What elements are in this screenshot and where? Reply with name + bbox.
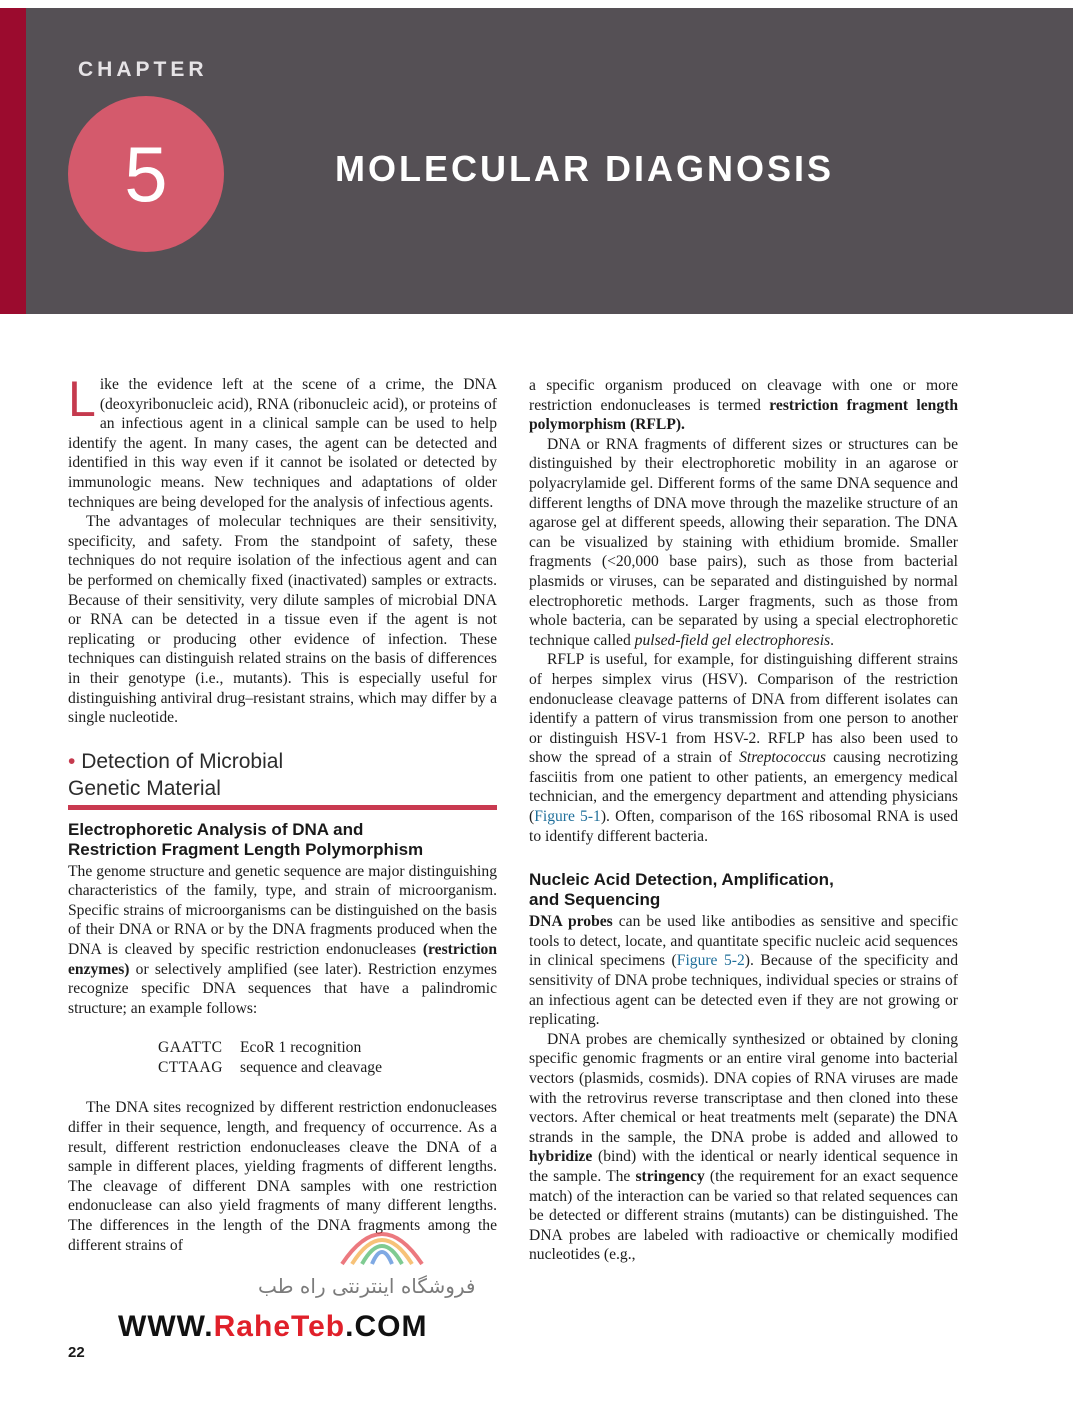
intro-paragraph: Like the evidence left at the scene of a crime, the DNA (deoxyribonucleic acid), RNA (ribonucleic acid), or proteins of an infectious agent in a clinical sample can be used to help identify the agent. In many cases, the agent can be detected and identified in this way even if it cannot be isolated or detected by immunologic means. New techniques and adaptations of older techniques are being developed for the analysis of infectious agents.	[68, 371, 497, 511]
subsection-heading-nucleic-acid: Nucleic Acid Detection, Amplification, and Sequencing	[529, 870, 834, 910]
right-column	[529, 376, 958, 1265]
chapter-header-band	[0, 8, 1073, 314]
chapter-label: CHAPTER	[78, 58, 208, 81]
advantages-paragraph: The advantages of molecular techniques are their sensitivity, specificity, and safety. From the standpoint of safety, these techniques do not require isolation of the infectious agent and can be performed on chemically fixed (inactivated) samples or extracts. Because of their sensitivity, very dilute samples of microbial DNA or RNA can be detected in a tissue even if the agent is not replicating or producing other evidence of infection. These techniques can distinguish related strains on the basis of differences in their genotype (i.e., mutants). This is especially useful for distinguishing antiviral drug–resistant strains, which may differ by a single nucleotide.	[68, 513, 497, 727]
left-column	[68, 371, 497, 1255]
restriction-sites-paragraph: The DNA sites recognized by different restriction endonucleases differ in their sequence, length, and frequency of occurrence. As a result, different restriction endonucleases cleave the DNA of a sample in different places, yielding fragments of different lengths. The cleavage of different DNA samples with one restriction endonuclease can also yield fragments of many different lengths. The differences in the length of the DNA fragments among the different strains of	[68, 1099, 497, 1254]
probe-synthesis-paragraph: DNA probes are chemically synthesized or obtained by cloning specific genomic fragments or an entire viral genome into bacterial vectors (plasmids, cosmids). DNA copies of RNA viruses are made with the retrovirus reverse transcriptase and then cloned into these vectors. After chemical or heat treatments melt (separate) the DNA strands in the sample, the DNA probe is added and allowed to hybridize (bind) with the identical or nearly identical sequence in the sample. The stringency (the requirement for an exact sequence match) of the interaction can be varied so that related sequences can be detected or different strains (mutants) can be distinguished. The DNA probes are labeled with radioactive or chemically modified nucleotides (e.g.,	[529, 1030, 958, 1264]
watermark-logo-icon	[336, 1208, 428, 1268]
figure-5-1-link[interactable]: Figure 5-1	[534, 808, 601, 826]
dna-probes-paragraph: DNA probes can be used like antibodies as sensitive and specific tools to detect, locate, and quantitate specific nucleic acid sequences in clinical specimens (Figure 5-2). Because of the specificity and sensitivity of DNA probe techniques, individual species or strains of an infectious agent can be detected even if they are not growing or replicating.	[529, 913, 958, 1029]
genome-structure-paragraph: The genome structure and genetic sequence are major distinguishing characteristics of the family, type, and strain of microorganism. Specific strains of microorganisms can be distinguished on the basis of their DNA or RNA or by the DNA fragments produced when the DNA is cleaved by specific restriction endonucleases (restriction enzymes) or selectively amplified (see later). Restriction enzymes recognize specific DNA sequences that have a palindromic structure; an example follows:	[68, 862, 497, 1017]
figure-5-2-link[interactable]: Figure 5-2	[676, 952, 745, 970]
enzyme-sequence-top: GAATTC	[158, 1039, 223, 1057]
chapter-title: MOLECULAR DIAGNOSIS	[335, 148, 835, 189]
section-bullet: •	[68, 749, 76, 773]
electrophoresis-paragraph: DNA or RNA fragments of different sizes or structures can be distinguished by their electrophoretic mobility in an agarose or polyacrylamide gel. Different forms of the same DNA sequence and different lengths of DNA move through the mazelike structure of an agarose gel at different speeds, allowing their separation. The DNA can be visualized by staining with ethidium bromide. Smaller fragments (<20,000 base pairs), such as those from bacterial plasmids or viruses, can be separated and distinguished by normal electrophoretic methods. Larger fragments, such as those from whole bacteria, can be separated by using a special electrophoretic technique called pulsed-field gel electrophoresis.	[529, 435, 958, 649]
section-heading: • Detection of Microbial Genetic Material	[68, 749, 284, 800]
page-number: 22	[68, 1344, 85, 1361]
drop-cap: L	[68, 371, 96, 427]
section-rule	[68, 805, 497, 810]
rflp-definition-paragraph: a specific organism produced on cleavage with one or more restriction endonucleases is termed restriction fragment length polymorphism (RFLP).	[529, 377, 958, 434]
subsection-heading-electrophoretic: Electrophoretic Analysis of DNA and Restriction Fragment Length Polymorphism	[68, 819, 424, 859]
rflp-usage-paragraph: RFLP is useful, for example, for distinguishing different strains of herpes simplex virus (HSV). Comparison of the restriction endonuclease cleavage patterns of DNA from different isolates can identify a pattern of virus transmission from one person to another or distinguish HSV-1 from HSV-2. RFLP has also been used to show the spread of a strain of Streptococcus causing necrotizing fasciitis from one patient to other patients, an emergency medical technician, and the emergency department and attending physicians (Figure 5-1). Often, comparison of the 16S ribosomal RNA is used to identify different bacteria.	[529, 651, 958, 845]
header-accent-stripe	[0, 8, 26, 314]
watermark-url: WWW.RaheTeb.COM	[118, 1310, 428, 1343]
chapter-number-circle: 5	[68, 96, 224, 252]
watermark-persian-text: فروشگاه اینترنتی راه طب	[258, 1274, 476, 1298]
ecor1-sequence-example: GAATTC EcoR 1 recognition CTTAAG sequence and cleavage	[158, 1039, 382, 1077]
enzyme-sequence-bottom: CTTAAG	[158, 1059, 223, 1077]
